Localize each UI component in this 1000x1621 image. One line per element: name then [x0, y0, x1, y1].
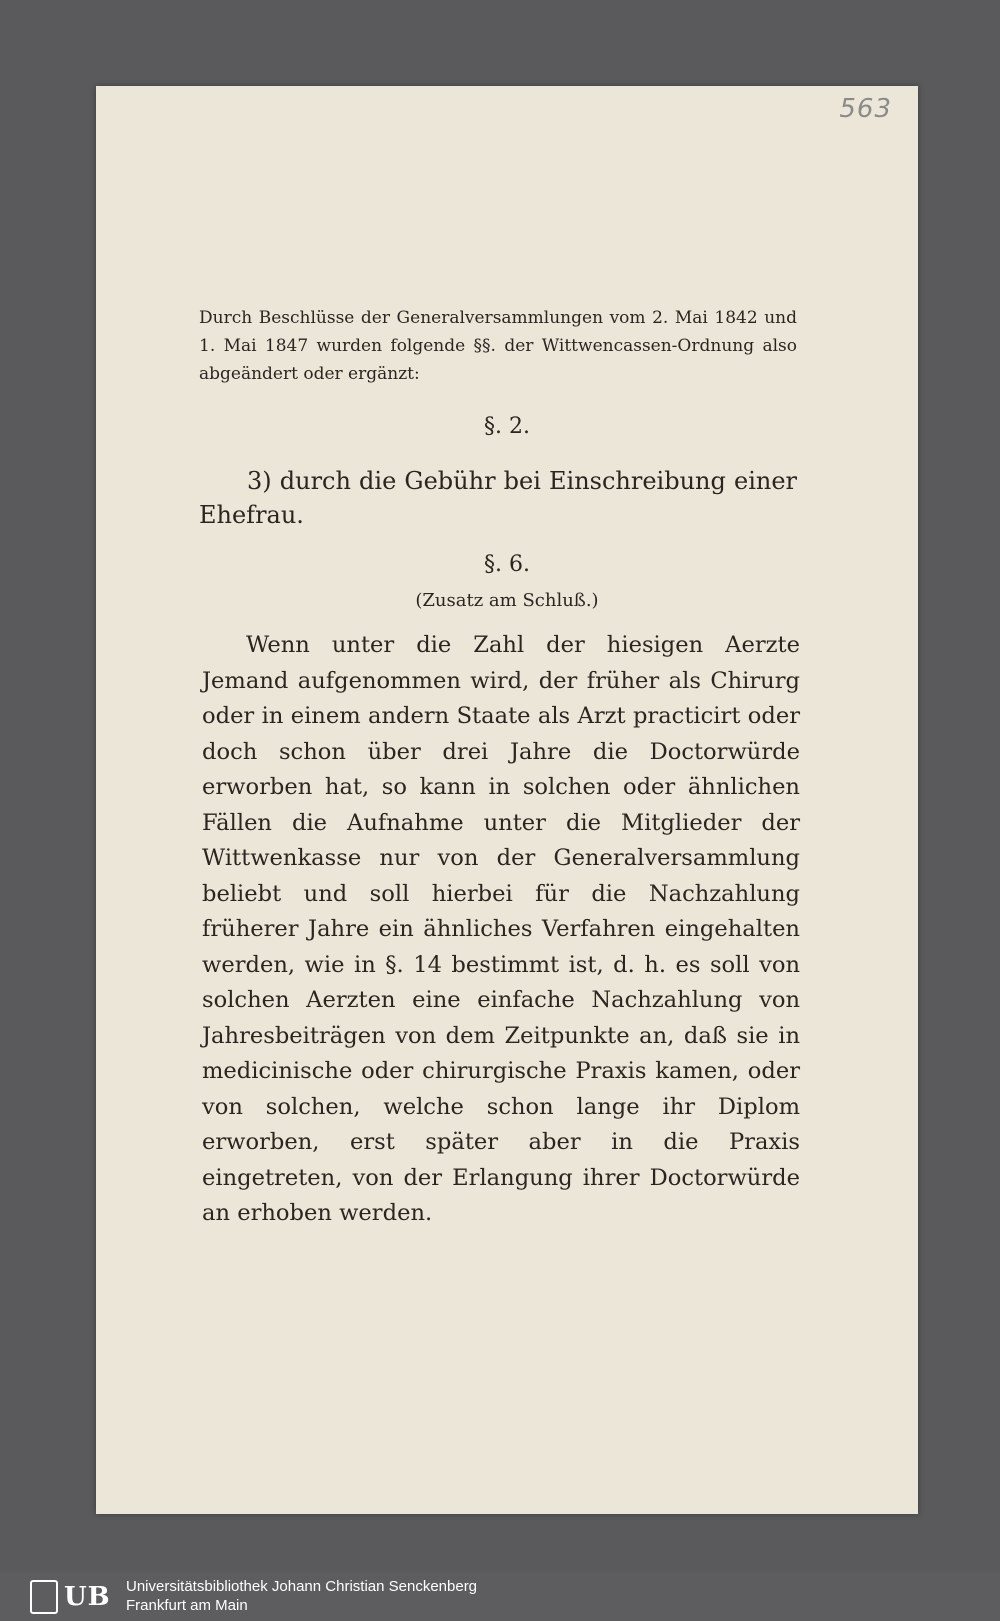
folio-number: 563 [839, 94, 892, 124]
section-heading-6: §. 6. [484, 552, 530, 577]
section-6-subheading: (Zusatz am Schluß.) [415, 590, 599, 611]
section-2-text: 3) durch die Gebühr bei Einschreibung einer Ehefrau. [199, 467, 797, 529]
logo-text: UB [64, 1582, 111, 1612]
library-footer [0, 1572, 1000, 1621]
section-heading-2: §. 2. [484, 414, 530, 439]
library-logo[interactable] [30, 1580, 112, 1614]
footer-line-2: Frankfurt am Main [126, 1597, 248, 1614]
footer-text [126, 1577, 477, 1615]
library-emblem-icon [30, 1580, 58, 1614]
footer-line-1: Universitätsbibliothek Johann Christian Senckenberg [126, 1578, 478, 1595]
document-page [96, 86, 918, 1514]
section-6-text: Wenn unter die Zahl der hiesigen Aerzte Jemand aufgenommen wird, der früher als Chirurg oder in einem andern Staate als Arzt practicirt oder doch schon über drei Jahre die Doctorwürde erworben hat, so kann in solchen oder ähnlichen Fällen die Aufnahme unter die Mitglieder der Wittwenkasse nur von der Generalversammlung beliebt und soll hierbei für die Nachzahlung früherer Jahre ein ähnliches Verfahren eingehalten werden, wie in §. 14 bestimmt ist, d. h. es soll von solchen Aerzten eine einfache Nachzahlung von Jahresbeiträgen von dem Zeitpunkte an, daß sie in medicinische oder chirurgische Praxis kamen, oder von solchen, welche schon lange ihr Diplom erworben, erst später aber in die Praxis eingetreten, von der Erlangung ihrer Doctorwürde an erhoben werden. [202, 632, 800, 1226]
intro-paragraph: Durch Beschlüsse der Generalversammlungen vom 2. Mai 1842 und 1. Mai 1847 wurden folgende §§. der Wittwencassen-Ordnung also abgeändert oder ergänzt: [199, 308, 797, 384]
